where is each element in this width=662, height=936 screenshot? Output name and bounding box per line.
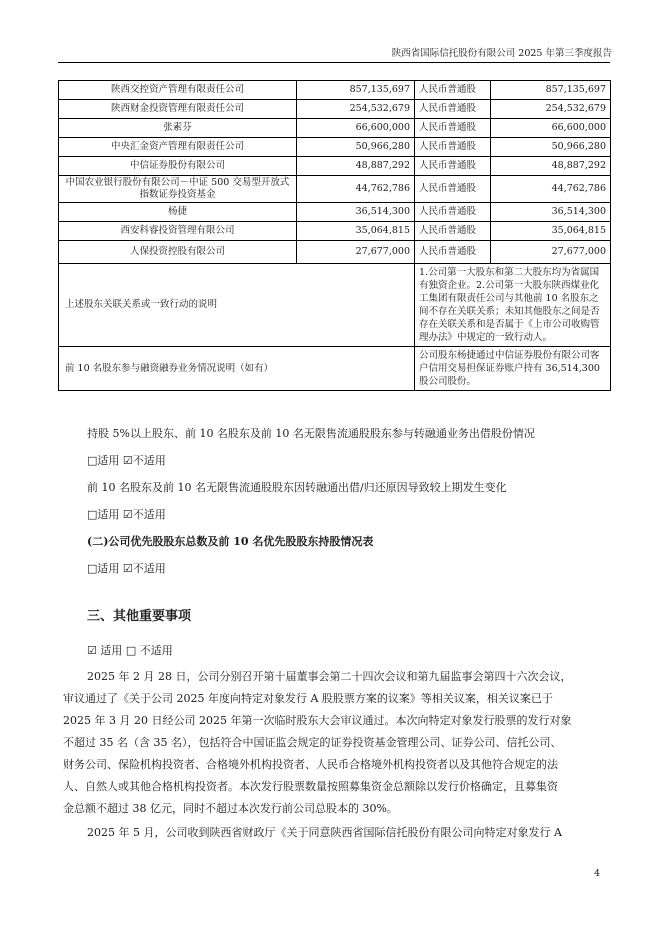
header-divider [58, 62, 610, 63]
share-class: 人民币普通股 [415, 81, 491, 100]
relation-label: 上述股东关联关系或一致行动的说明 [59, 264, 415, 347]
paragraph-line: 不超过 35 名（含 35 名），包括符合中国证监会规定的证券投资基金管理公司、证券公司、信托公司、 [63, 736, 562, 749]
relation-text: 1.公司第一大股东和第二大股东均为省属国有独资企业。2.公司第一大股东陕西煤业化工集团有限责任公司与其他前 10 名股东之间不存在关联关系；未知其他股东之间是否存在关联关系和是否属于《上市公司收购管理办法》中规定的一致行动人。 [415, 264, 611, 347]
share-class: 人民币普通股 [415, 176, 491, 203]
table-row [59, 222, 611, 241]
share-class: 人民币普通股 [415, 241, 491, 264]
holder-name: 陕西交控资产管理有限责任公司 [59, 81, 297, 100]
holder-name: 杨捷 [59, 203, 297, 222]
paragraph-line: 2025 年 3 月 20 日经公司 2025 年第一次临时股东大会审议通过。本次向特定对象发行股票的发行对象 [63, 714, 572, 727]
table-row [59, 241, 611, 264]
paragraph-line: 2025 年 2 月 28 日，公司分别召开第十届董事会第二十四次会议和第九届监事会第四十六次会议， [87, 670, 572, 683]
share-class: 人民币普通股 [415, 119, 491, 138]
share-count: 66,600,000 [491, 119, 611, 138]
top-holders-table [58, 80, 611, 391]
applicability-option: □适用 ☑不适用 [87, 508, 166, 521]
table-row [59, 100, 611, 119]
table-row [59, 81, 611, 100]
paragraph-line: 财务公司、保险机构投资者、合格境外机构投资者、人民币合格境外机构投资者以及其他符合规定的法 [63, 758, 558, 771]
table-row [59, 264, 611, 347]
share-class: 人民币普通股 [415, 138, 491, 157]
share-class: 人民币普通股 [415, 222, 491, 241]
holder-shares: 254,532,679 [297, 100, 415, 119]
applicability-option: ☑ 适用 □ 不适用 [87, 644, 173, 657]
holder-name: 中国农业银行股份有限公司－中证 500 交易型开放式指数证券投资基金 [59, 176, 297, 203]
holder-name: 张素芬 [59, 119, 297, 138]
preferred-holders-heading: (二)公司优先股股东总数及前 10 名优先股股东持股情况表 [87, 535, 374, 548]
page-number: 4 [594, 868, 601, 879]
body-paragraph: 2025 年 5 月，公司收到陕西省财政厅《关于同意陕西省国际信托股份有限公司向特定对象发行 A [87, 826, 562, 839]
share-count: 48,887,292 [491, 157, 611, 176]
applicability-option: □适用 ☑不适用 [87, 562, 166, 575]
share-class: 人民币普通股 [415, 157, 491, 176]
section-heading: 三、其他重要事项 [87, 609, 192, 624]
paragraph-line: 审议通过了《关于公司 2025 年度向特定对象发行 A 股股票方案的议案》等相关议案，相关议案已于 [63, 692, 553, 705]
holder-shares: 36,514,300 [297, 203, 415, 222]
holder-shares: 35,064,815 [297, 222, 415, 241]
table-row [59, 347, 611, 391]
table-row [59, 203, 611, 222]
paragraph-line: 人、自然人或其他合格机构投资者。本次发行股票数量按照募集资金总额除以发行价格确定，且募集资 [63, 780, 558, 793]
holder-name: 中央汇金资产管理有限责任公司 [59, 138, 297, 157]
lending-paragraph: 持股 5%以上股东、前 10 名股东及前 10 名无限售流通股股东参与转融通业务出借股份情况 [87, 427, 535, 440]
financing-text: 公司股东杨捷通过中信证券股份有限公司客户信用交易担保证券账户持有 36,514,300 股公司股份。 [415, 347, 611, 391]
holder-name: 陕西财金投资管理有限责任公司 [59, 100, 297, 119]
share-class: 人民币普通股 [415, 203, 491, 222]
holder-shares: 66,600,000 [297, 119, 415, 138]
holder-name: 西安科睿投资管理有限公司 [59, 222, 297, 241]
paragraph-line: 金总额不超过 38 亿元，同时不超过本次发行前公司总股本的 30%。 [63, 802, 398, 815]
body-paragraph [63, 666, 595, 820]
share-count: 27,677,000 [491, 241, 611, 264]
share-count: 857,135,697 [491, 81, 611, 100]
share-count: 50,966,280 [491, 138, 611, 157]
holder-name: 中信证券股份有限公司 [59, 157, 297, 176]
share-count: 254,532,679 [491, 100, 611, 119]
share-count: 36,514,300 [491, 203, 611, 222]
table-row [59, 176, 611, 203]
applicability-option: □适用 ☑不适用 [87, 454, 166, 467]
holder-shares: 50,966,280 [297, 138, 415, 157]
holder-shares: 44,762,786 [297, 176, 415, 203]
share-class: 人民币普通股 [415, 100, 491, 119]
holder-shares: 857,135,697 [297, 81, 415, 100]
share-count: 44,762,786 [491, 176, 611, 203]
holder-name: 人保投资控股有限公司 [59, 241, 297, 264]
table-row [59, 138, 611, 157]
table-row [59, 119, 611, 138]
holder-shares: 27,677,000 [297, 241, 415, 264]
share-count: 35,064,815 [491, 222, 611, 241]
table-row [59, 157, 611, 176]
holder-shares: 48,887,292 [297, 157, 415, 176]
financing-label: 前 10 名股东参与融资融券业务情况说明（如有） [59, 347, 415, 391]
change-paragraph: 前 10 名股东及前 10 名无限售流通股股东因转融通出借/归还原因导致较上期发生变化 [87, 481, 507, 494]
page-header: 陕西省国际信托股份有限公司 2025 年第三季度报告 [391, 48, 612, 59]
